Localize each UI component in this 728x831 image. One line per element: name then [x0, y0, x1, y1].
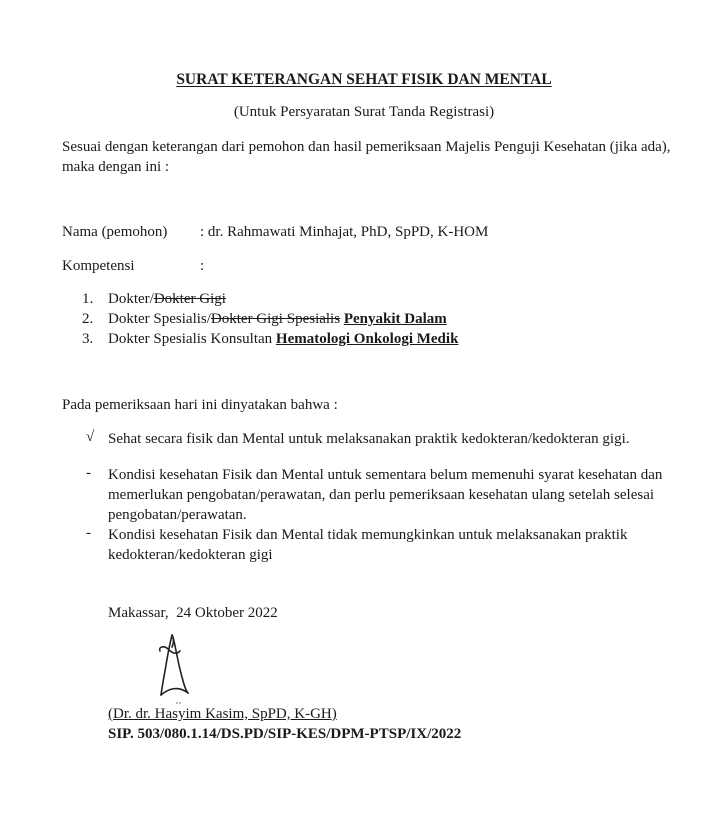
dash-bullet-icon: - — [86, 465, 91, 481]
signer-name: (Dr. dr. Hasyim Kasim, SpPD, K-GH) — [108, 706, 337, 722]
option-text: Sehat secara fisik dan Mental untuk melaksanakan praktik kedokteran/kedokteran gigi. — [108, 431, 630, 447]
kompetensi-label: Kompetensi — [62, 258, 135, 274]
check-mark-icon: √ — [86, 429, 95, 445]
option-text: Kondisi kesehatan Fisik dan Mental untuk sementara belum memenuhi syarat kesehatan dan memerlukan pengobatan/perawatan, dan perlu pemeriksaan kesehatan ulang setelah selesai pengobatan/perawatan. — [108, 467, 663, 523]
nama-value: : dr. Rahmawati Minhajat, PhD, SpPD, K-HOM — [200, 224, 489, 240]
item-prefix: Dokter Spesialis/ — [108, 311, 211, 327]
item-emphasis: Penyakit Dalam — [343, 311, 447, 327]
option-text: Kondisi kesehatan Fisik dan Mental tidak memungkinkan untuk melaksanakan praktik kedokteran/kedokteran gigi — [108, 527, 628, 563]
nama-label: Nama (pemohon) — [62, 224, 168, 240]
item-number: 2. — [82, 311, 94, 327]
item-struck-text: Dokter Gigi — [153, 291, 226, 307]
kompetensi-item — [82, 289, 458, 309]
item-emphasis: Hematologi Onkologi Medik — [275, 331, 459, 347]
item-prefix: Dokter Spesialis Konsultan — [108, 331, 276, 347]
dash-bullet-icon: - — [86, 525, 91, 541]
item-struck-text: Dokter Gigi Spesialis — [210, 311, 341, 327]
item-number: 1. — [82, 291, 94, 307]
intro-paragraph: Sesuai dengan keterangan dari pemohon dan hasil pemeriksaan Majelis Penguji Kesehatan (jika ada), maka dengan ini : — [62, 139, 671, 175]
document-title: SURAT KETERANGAN SEHAT FISIK DAN MENTAL — [176, 71, 552, 88]
document-subtitle: (Untuk Persyaratan Surat Tanda Registrasi) — [233, 104, 495, 120]
sip-number: SIP. 503/080.1.14/DS.PD/SIP-KES/DPM-PTSP/IX/2022 — [108, 726, 462, 742]
kompetensi-item — [82, 329, 458, 349]
statement-intro: Pada pemeriksaan hari ini dinyatakan bahwa : — [62, 397, 338, 413]
kompetensi-list — [82, 289, 458, 349]
item-prefix: Dokter/ — [108, 291, 154, 307]
item-number: 3. — [82, 331, 94, 347]
place-date: Makassar, 24 Oktober 2022 — [108, 605, 278, 621]
kompetensi-item — [82, 309, 458, 329]
signature-icon — [150, 633, 198, 705]
kompetensi-value: : — [200, 258, 205, 274]
